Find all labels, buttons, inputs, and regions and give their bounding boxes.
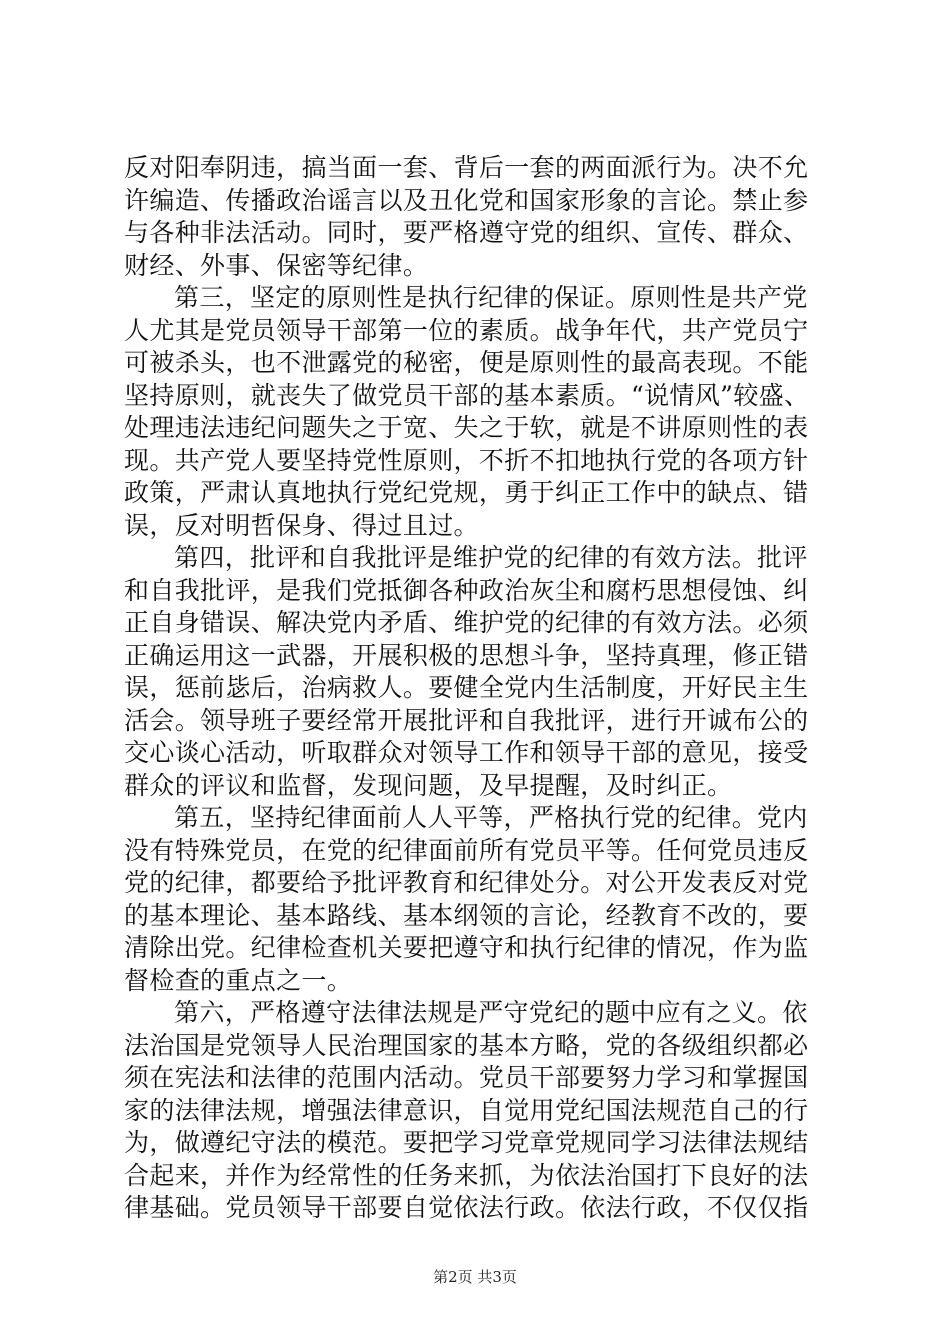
text-line: 正确运用这一武器，开展积极的思想斗争，坚持真理，修正错 bbox=[124, 640, 809, 670]
text-line: 与各种非法活动。同时，要严格遵守党的组织、宣传、群众、 bbox=[124, 218, 809, 247]
text-line: 为，做遵纪守法的模范。要把学习党章党规同学习法律法规结 bbox=[124, 1128, 809, 1157]
text-line: 人尤其是党员领导干部第一位的素质。战争年代，共产党员宁 bbox=[124, 315, 809, 345]
text-line: 正自身错误、解决党内矛盾、维护党的纪律的有效方法。必须 bbox=[124, 608, 809, 637]
text-line: 反对阳奉阴违，搞当面一套、背后一套的两面派行为。决不允 bbox=[124, 153, 809, 182]
document-body bbox=[124, 152, 830, 1225]
text-line: 可被杀头，也不泄露党的秘密，便是原则性的最高表现。不能 bbox=[124, 348, 809, 377]
text-line: 现。共产党人要坚持党性原则，不折不扣地执行党的各项方针 bbox=[124, 445, 809, 475]
text-line: 合起来，并作为经常性的任务来抓，为依法治国打下良好的法 bbox=[124, 1160, 809, 1190]
text-line: 须在宪法和法律的范围内活动。党员干部要努力学习和掌握国 bbox=[124, 1063, 809, 1092]
text-line: 法治国是党领导人民治理国家的基本方略，党的各级组织都必 bbox=[124, 1030, 809, 1060]
text-line: 活会。领导班子要经常开展批评和自我批评，进行开诚布公的 bbox=[124, 705, 809, 735]
text-line: 第三，坚定的原则性是执行纪律的保证。原则性是共产党 bbox=[174, 283, 808, 312]
text-line: 交心谈心活动，听取群众对领导工作和领导干部的意见，接受 bbox=[124, 738, 809, 767]
text-line: 坚持原则，就丧失了做党员干部的基本素质。“说情风”较盛、 bbox=[124, 380, 810, 410]
page-footer: 第2页 共3页 bbox=[433, 1268, 517, 1286]
text-line: 律基础。党员领导干部要自觉依法行政。依法行政，不仅仅指 bbox=[124, 1193, 809, 1222]
text-line: 清除出党。纪律检查机关要把遵守和执行纪律的情况，作为监 bbox=[124, 933, 809, 962]
text-line: 的基本理论、基本路线、基本纲领的言论，经教育不改的，要 bbox=[124, 900, 809, 930]
text-line: 第五，坚持纪律面前人人平等，严格执行党的纪律。党内 bbox=[174, 803, 808, 832]
text-line: 没有特殊党员，在党的纪律面前所有党员平等。任何党员违反 bbox=[124, 835, 809, 865]
text-line: 第四，批评和自我批评是维护党的纪律的有效方法。批评 bbox=[174, 543, 808, 572]
text-line: 财经、外事、保密等纪律。 bbox=[124, 250, 429, 280]
text-line: 许编造、传播政治谣言以及丑化党和国家形象的言论。禁止参 bbox=[124, 185, 809, 215]
text-line: 第六，严格遵守法律法规是严守党纪的题中应有之义。依 bbox=[174, 998, 808, 1027]
text-line: 党的纪律，都要给予批评教育和纪律处分。对公开发表反对党 bbox=[124, 868, 809, 897]
text-line: 家的法律法规，增强法律意识，自觉用党纪国法规范自己的行 bbox=[124, 1095, 809, 1125]
text-line: 和自我批评，是我们党抵御各种政治灰尘和腐朽思想侵蚀、纠 bbox=[124, 575, 809, 605]
text-line: 督检查的重点之一。 bbox=[124, 965, 353, 995]
text-line: 误，惩前毖后，治病救人。要健全党内生活制度，开好民主生 bbox=[124, 673, 809, 702]
text-line: 处理违法违纪问题失之于宽、失之于软，就是不讲原则性的表 bbox=[124, 413, 809, 442]
text-line: 政策，严肃认真地执行党纪党规，勇于纠正工作中的缺点、错 bbox=[124, 478, 809, 507]
text-line: 群众的评议和监督，发现问题，及早提醒，及时纠正。 bbox=[124, 770, 733, 800]
text-line: 误，反对明哲保身、得过且过。 bbox=[124, 510, 479, 540]
